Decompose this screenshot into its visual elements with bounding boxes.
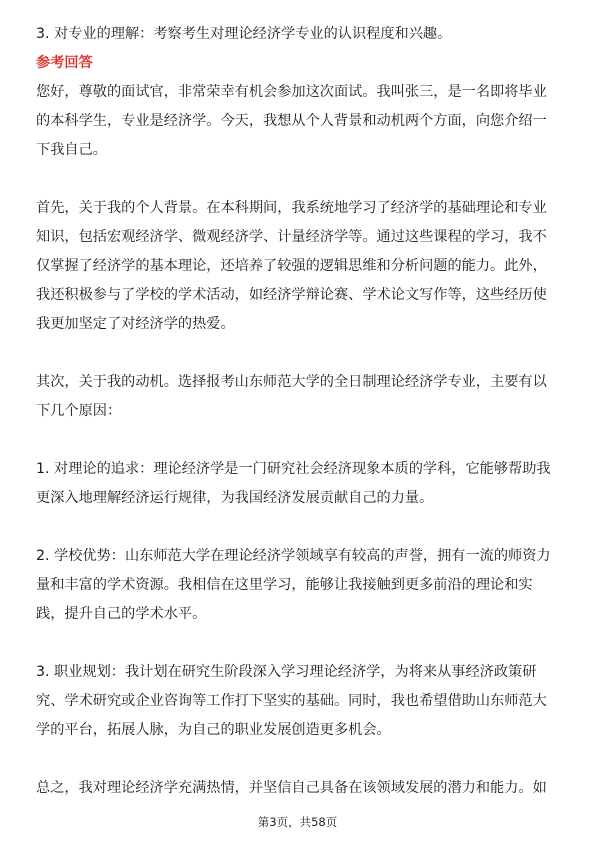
list-item-line: 3. 职业规划：我计划在研究生阶段深入学习理论经济学，为将来从事经济政策研 (36, 664, 537, 680)
paragraph-gap (36, 513, 559, 542)
paragraph-line: 知识，包括宏观经济学、微观经济学、计量经济学等。通过这些课程的学习，我不 (36, 229, 547, 245)
answer-heading: 参考回答 (36, 55, 93, 71)
paragraph-line: 总之，我对理论经济学充满热情，并坚信自己具备在该领域发展的潜力和能力。如 (36, 780, 547, 796)
paragraph-gap (36, 426, 559, 455)
paragraph-line: 我更加坚定了对经济学的热爱。 (36, 316, 235, 332)
paragraph-gap (36, 165, 559, 194)
document-body (36, 20, 559, 803)
paragraph-line: 您好，尊敬的面试官，非常荣幸有机会参加这次面试。我叫张三，是一名即将毕业 (36, 84, 547, 100)
paragraph-gap (36, 745, 559, 774)
list-item-line: 2. 学校优势：山东师范大学在理论经济学领域享有较高的声誉，拥有一流的师资力 (36, 548, 551, 564)
list-item-line: 更深入地理解经济运行规律，为我国经济发展贡献自己的力量。 (36, 490, 434, 506)
paragraph-gap (36, 629, 559, 658)
list-item-line: 学的平台，拓展人脉，为自己的职业发展创造更多机会。 (36, 722, 391, 738)
paragraph-line: 首先，关于我的个人背景。在本科期间，我系统地学习了经济学的基础理论和专业 (36, 200, 547, 216)
paragraph-line: 其次，关于我的动机。选择报考山东师范大学的全日制理论经济学专业，主要有以 (36, 374, 547, 390)
list-item-line: 践，提升自己的学术水平。 (36, 606, 207, 622)
paragraph-line: 我还积极参与了学校的学术活动，如经济学辩论赛、学术论文写作等，这些经历使 (36, 287, 547, 303)
page-number-footer: 第3页，共58页 (257, 815, 338, 829)
question-item-3: 3. 对专业的理解：考察考生对理论经济学专业的认识程度和兴趣。 (36, 26, 452, 42)
paragraph-line: 下几个原因： (36, 403, 122, 419)
paragraph-gap (36, 339, 559, 368)
paragraph-line: 仅掌握了经济学的基本理论，还培养了较强的逻辑思维和分析问题的能力。此外， (36, 258, 547, 274)
paragraph-line: 的本科学生，专业是经济学。今天，我想从个人背景和动机两个方面，向您介绍一 (36, 113, 547, 129)
list-item-line: 量和丰富的学术资源。我相信在这里学习，能够让我接触到更多前沿的理论和实 (36, 577, 533, 593)
list-item-line: 究、学术研究或企业咨询等工作打下坚实的基础。同时，我也希望借助山东师范大 (36, 693, 547, 709)
list-item-line: 1. 对理论的追求：理论经济学是一门研究社会经济现象本质的学科，它能够帮助我 (36, 461, 551, 477)
paragraph-line: 下我自己。 (36, 142, 107, 158)
